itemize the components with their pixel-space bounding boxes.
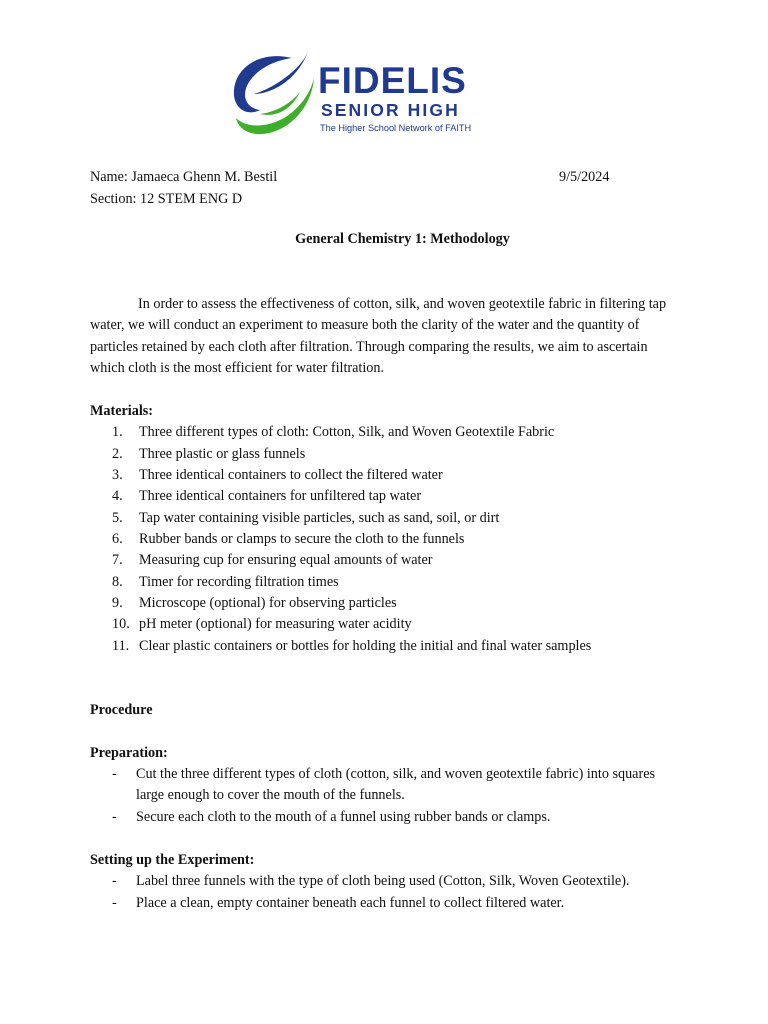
logo-subtitle: SENIOR HIGH — [321, 100, 460, 120]
swoosh-logo-icon — [230, 48, 320, 140]
list-item: 4. Three identical containers for unfiltered tap water — [112, 488, 422, 504]
list-item: - Secure each cloth to the mouth of a funnel using rubber bands or clamps. — [112, 809, 551, 825]
list-item: 9. Microscope (optional) for observing particles — [112, 595, 397, 611]
intro-paragraph — [90, 294, 680, 379]
list-item: 3. Three identical containers to collect the filtered water — [112, 467, 443, 483]
list-item: 8. Timer for recording filtration times — [112, 574, 339, 590]
list-item: 2. Three plastic or glass funnels — [112, 446, 306, 462]
list-item: 5. Tap water containing visible particles, such as sand, soil, or dirt — [112, 510, 500, 526]
logo-tagline: The Higher School Network of FAITH — [320, 123, 472, 133]
list-item: - Place a clean, empty container beneath each funnel to collect filtered water. — [112, 895, 565, 911]
materials-heading: Materials: — [90, 403, 154, 419]
intro-text: In order to assess the effectiveness of cotton, silk, and woven geotextile fabric in filtering tap water, we will conduct an experiment to measure both the clarity of the water and the quantity of particles retained by each cloth after filtration. Through comparing the results, we aim to ascertain which cloth is the most efficient for water filtration. — [90, 296, 667, 376]
list-item: 11. Clear plastic containers or bottles for holding the initial and final water samples — [112, 638, 592, 654]
student-section: Section: 12 STEM ENG D — [90, 191, 243, 207]
list-item: 6. Rubber bands or clamps to secure the cloth to the funnels — [112, 531, 465, 547]
document-title: General Chemistry 1: Methodology — [295, 231, 510, 247]
list-item: 10. pH meter (optional) for measuring water acidity — [112, 616, 412, 632]
procedure-heading: Procedure — [90, 702, 153, 718]
student-name: Name: Jamaeca Ghenn M. Bestil — [90, 169, 278, 185]
list-item: 7. Measuring cup for ensuring equal amounts of water — [112, 552, 433, 568]
document-date: 9/5/2024 — [559, 169, 610, 185]
list-item: 1. Three different types of cloth: Cotton, Silk, and Woven Geotextile Fabric — [112, 424, 555, 440]
list-item: - Label three funnels with the type of cloth being used (Cotton, Silk, Woven Geotextile). — [112, 873, 630, 889]
setup-heading: Setting up the Experiment: — [90, 852, 255, 868]
logo-title: FIDELIS — [318, 60, 467, 101]
school-logo — [230, 48, 486, 140]
preparation-heading: Preparation: — [90, 745, 168, 761]
list-item: - Cut the three different types of cloth (cotton, silk, and woven geotextile fabric) into squares large enough to cover the mouth of the funnels. — [112, 766, 656, 804]
